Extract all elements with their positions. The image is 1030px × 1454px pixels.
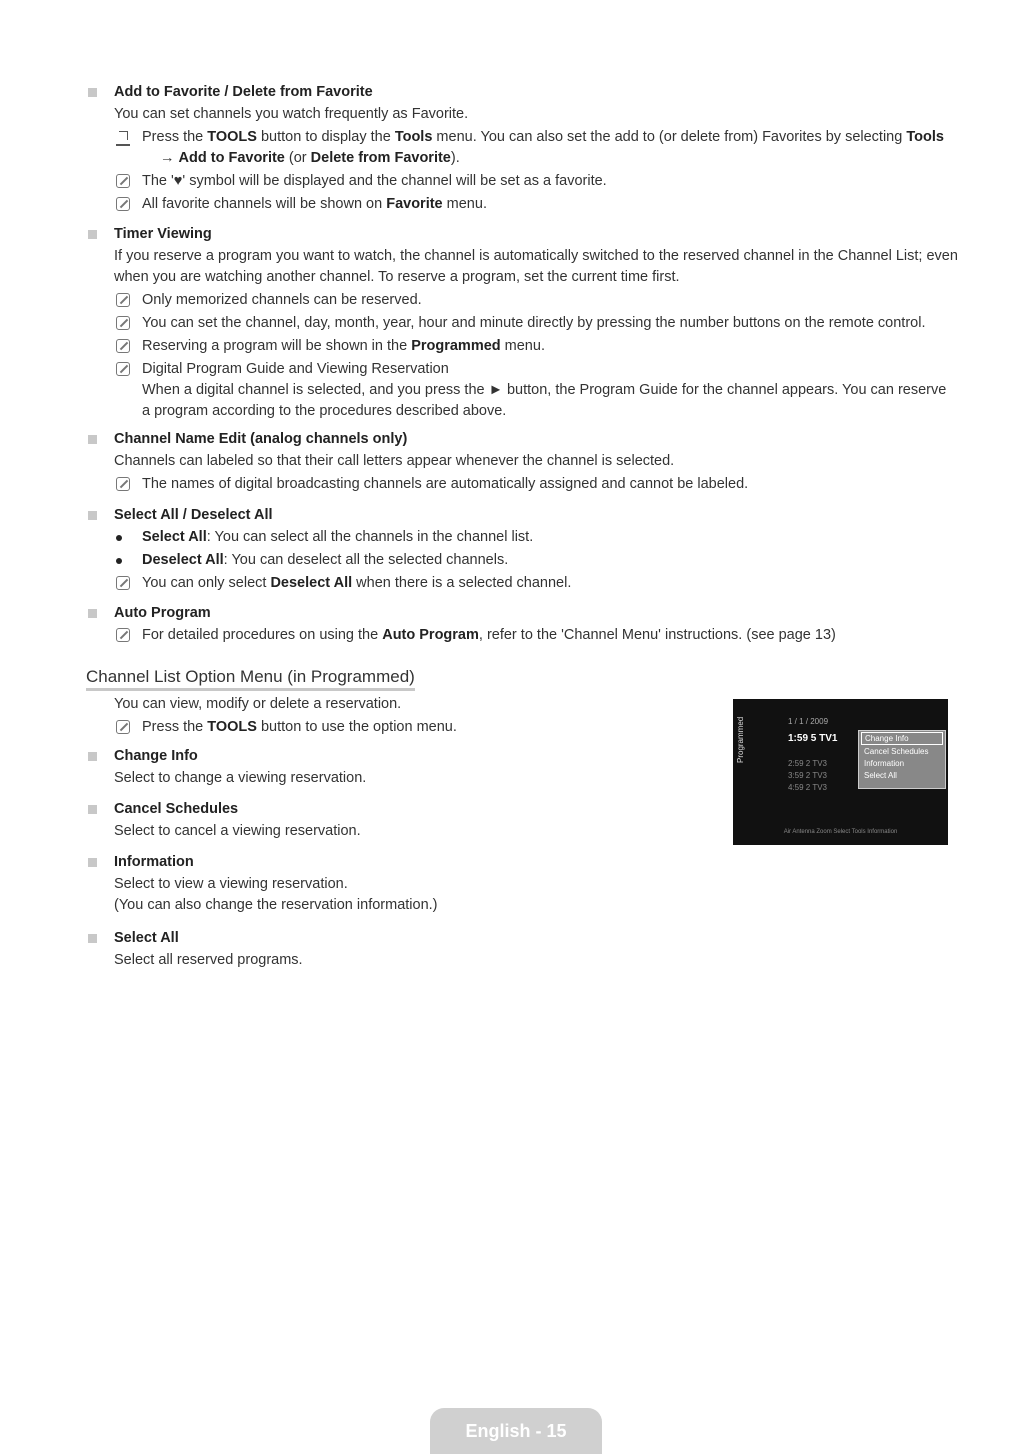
dot-bullet-icon	[116, 535, 122, 541]
section-add-to-favorite	[88, 82, 958, 215]
section-heading: Channel Name Edit (analog channels only)	[88, 429, 958, 449]
dot-bullet-icon	[116, 558, 122, 564]
section-description: If you reserve a program you want to watch, the channel is automatically switched to the reserved channel in the Channel List; even when you are watching another channel. To reserve a program, set the current time first.	[114, 248, 958, 285]
tv-menu-item: Select All	[864, 771, 897, 780]
note: All favorite channels will be shown on Favorite menu.	[88, 194, 958, 215]
section-heading: Timer Viewing	[88, 224, 958, 244]
item-heading: Information	[88, 852, 708, 872]
note: Only memorized channels can be reserved.	[88, 290, 958, 311]
tv-screen-illustration	[733, 699, 948, 845]
page-number-tab: English - 15	[430, 1408, 602, 1454]
item-heading: Select All	[88, 928, 708, 948]
note: Digital Program Guide and Viewing Reservation	[88, 359, 958, 380]
square-bullet-icon	[88, 752, 97, 761]
square-bullet-icon	[88, 934, 97, 943]
bullet-item: Select All: You can select all the channels in the channel list.	[88, 527, 958, 548]
item-description: Select all reserved programs.	[114, 952, 303, 968]
tv-menu-item: Change Info	[861, 732, 943, 745]
tv-option-menu	[858, 730, 946, 789]
section-heading: Auto Program	[88, 603, 958, 623]
tv-side-label: Programmed	[736, 716, 745, 763]
note: The names of digital broadcasting channels are automatically assigned and cannot be labeled.	[88, 474, 958, 495]
note-icon	[116, 362, 130, 376]
item-description: Select to view a viewing reservation.	[114, 876, 348, 892]
note: Reserving a program will be shown in the Programmed menu.	[88, 336, 958, 357]
tv-reservation-row: 4:59 2 TV3	[788, 783, 827, 792]
section-timer-viewing	[88, 224, 958, 422]
item-heading: Change Info	[88, 746, 708, 766]
item-description: Select to change a viewing reservation.	[114, 770, 367, 786]
square-bullet-icon	[88, 435, 97, 444]
note-icon	[116, 293, 130, 307]
section-description: You can view, modify or delete a reservation.	[114, 696, 402, 712]
section-heading: Add to Favorite / Delete from Favorite	[88, 82, 958, 102]
note: For detailed procedures on using the Auto Program, refer to the 'Channel Menu' instructions. (see page 13)	[88, 625, 958, 646]
note-icon	[116, 576, 130, 590]
section-select-all	[88, 505, 958, 594]
item-description: (You can also change the reservation information.)	[114, 897, 438, 913]
note-icon	[116, 720, 130, 734]
note-icon	[116, 197, 130, 211]
tv-reservation-row: 3:59 2 TV3	[788, 771, 827, 780]
note-icon	[116, 339, 130, 353]
square-bullet-icon	[88, 230, 97, 239]
item-select-all	[88, 928, 708, 971]
note: You can set the channel, day, month, year, hour and minute directly by pressing the number buttons on the remote control.	[88, 313, 958, 334]
note: You can only select Deselect All when there is a selected channel.	[88, 573, 958, 594]
tools-icon	[116, 130, 130, 146]
tv-current-reservation: 1:59 5 TV1	[788, 733, 838, 744]
square-bullet-icon	[88, 511, 97, 520]
note: The '♥' symbol will be displayed and the channel will be set as a favorite.	[88, 171, 958, 192]
section-auto-program	[88, 603, 958, 646]
tv-date: 1 / 1 / 2009	[788, 717, 829, 726]
tools-note: Press the TOOLS button to display the Tools menu. You can also set the add to (or delete from) Favorites by selecting Tools → Add to Favorite (or Delete from Favorite).	[88, 127, 958, 169]
note-icon	[116, 628, 130, 642]
square-bullet-icon	[88, 858, 97, 867]
square-bullet-icon	[88, 88, 97, 97]
item-information	[88, 852, 708, 916]
tv-menu-item: Cancel Schedules	[864, 747, 929, 756]
section-description: Channels can labeled so that their call letters appear whenever the channel is selected.	[114, 453, 675, 469]
note: Press the TOOLS button to use the option menu.	[88, 717, 708, 738]
section-heading: Select All / Deselect All	[88, 505, 958, 525]
item-change-info	[88, 746, 708, 789]
section-channel-name-edit	[88, 429, 958, 495]
tv-menu-item: Information	[864, 759, 905, 768]
tv-reservation-row: 2:59 2 TV3	[788, 759, 827, 768]
note-description: When a digital channel is selected, and you press the ► button, the Program Guide for the channel appears. You can reserve a program according to the procedures described above.	[142, 382, 947, 419]
square-bullet-icon	[88, 805, 97, 814]
square-bullet-icon	[88, 609, 97, 618]
item-cancel-schedules	[88, 799, 708, 842]
note-icon	[116, 477, 130, 491]
section-option-menu	[88, 692, 708, 738]
tv-footer-bar: Air Antenna Zoom Select Tools Information	[783, 829, 898, 835]
section-title: Channel List Option Menu (in Programmed)	[86, 667, 415, 691]
bullet-item: Deselect All: You can deselect all the selected channels.	[88, 550, 958, 571]
note-icon	[116, 316, 130, 330]
item-heading: Cancel Schedules	[88, 799, 708, 819]
section-description: You can set channels you watch frequently as Favorite.	[114, 106, 469, 122]
item-description: Select to cancel a viewing reservation.	[114, 823, 361, 839]
note-icon	[116, 174, 130, 188]
